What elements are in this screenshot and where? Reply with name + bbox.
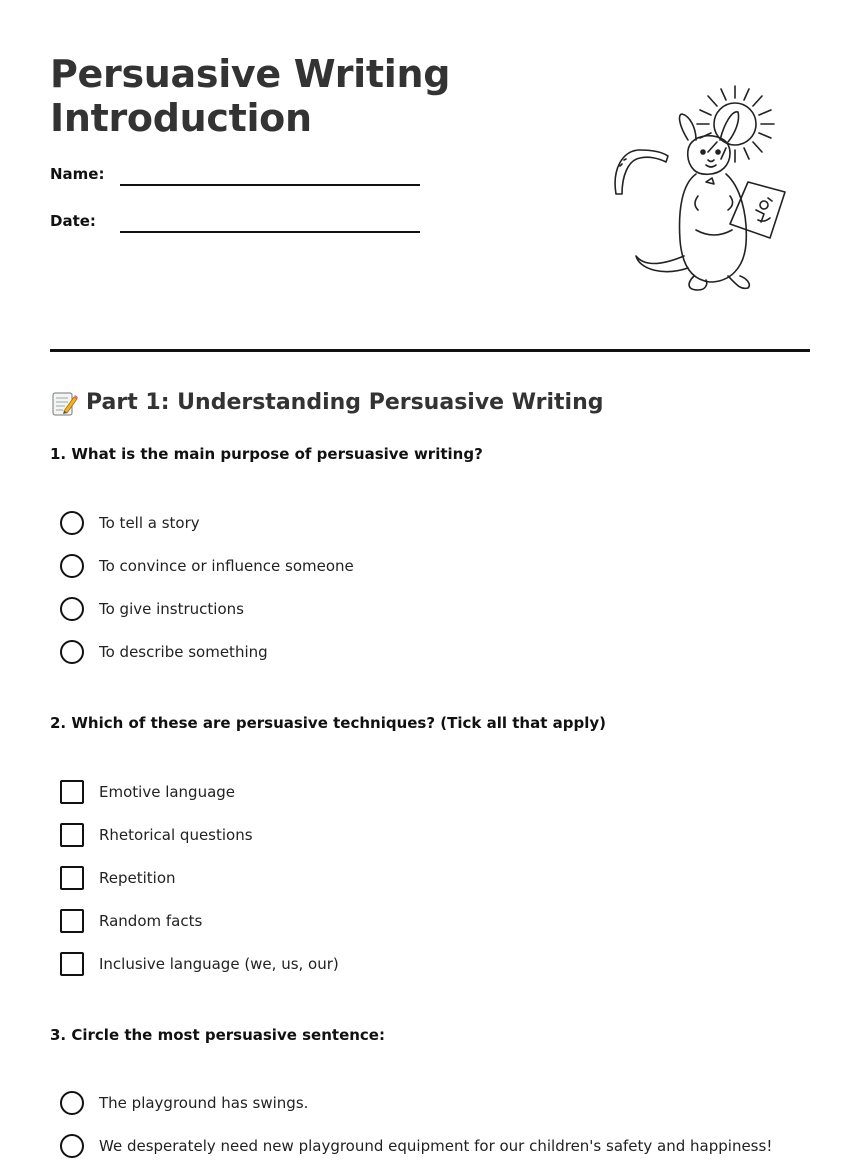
checkbox[interactable]	[60, 866, 84, 890]
sun-icon	[697, 86, 774, 162]
q2-option-4-label: Random facts	[99, 912, 203, 930]
q3-option-2[interactable]	[60, 1133, 772, 1159]
radio-button[interactable]	[60, 597, 84, 621]
q3-option-1-label: The playground has swings.	[99, 1094, 309, 1112]
date-line[interactable]	[120, 231, 420, 233]
section-divider	[50, 349, 810, 352]
q2-option-2[interactable]	[60, 822, 253, 848]
q2-option-5-label: Inclusive language (we, us, our)	[99, 955, 339, 973]
q1-option-2[interactable]	[60, 553, 354, 579]
q1-option-3[interactable]	[60, 596, 244, 622]
question-2: 2. Which of these are persuasive techniques? (Tick all that apply)	[50, 714, 606, 732]
q2-option-3[interactable]	[60, 865, 176, 891]
memo-icon	[50, 389, 78, 417]
boomerang-icon	[615, 150, 668, 194]
checkbox[interactable]	[60, 823, 84, 847]
radio-button[interactable]	[60, 1091, 84, 1115]
radio-button[interactable]	[60, 1134, 84, 1158]
radio-button[interactable]	[60, 511, 84, 535]
question-1: 1. What is the main purpose of persuasive writing?	[50, 445, 483, 463]
q2-option-1[interactable]	[60, 779, 235, 805]
q2-option-1-label: Emotive language	[99, 783, 236, 801]
checkbox[interactable]	[60, 780, 84, 804]
part1-title: Part 1: Understanding Persuasive Writing	[86, 390, 604, 415]
title-line-2: Introduction	[50, 96, 312, 140]
q1-option-4[interactable]	[60, 639, 268, 665]
worksheet-page	[50, 0, 810, 1161]
name-field[interactable]	[50, 165, 420, 189]
question-3: 3. Circle the most persuasive sentence:	[50, 1026, 385, 1044]
q2-option-2-label: Rhetorical questions	[99, 826, 253, 844]
q2-option-5[interactable]	[60, 951, 339, 977]
q3-option-2-label: We desperately need new playground equipment for our children's safety and happiness!	[99, 1137, 773, 1155]
kangaroo-illustration	[560, 80, 790, 295]
date-field[interactable]	[50, 212, 420, 236]
q1-option-3-label: To give instructions	[99, 600, 244, 618]
checkbox[interactable]	[60, 909, 84, 933]
q2-option-3-label: Repetition	[99, 869, 176, 887]
name-label: Name:	[50, 165, 105, 183]
radio-button[interactable]	[60, 640, 84, 664]
q1-option-4-label: To describe something	[99, 643, 268, 661]
worksheet-title	[50, 52, 450, 140]
q1-option-1-label: To tell a story	[99, 514, 200, 532]
checkbox[interactable]	[60, 952, 84, 976]
q1-option-1[interactable]	[60, 510, 200, 536]
radio-button[interactable]	[60, 554, 84, 578]
title-line-1: Persuasive Writing	[50, 52, 451, 96]
date-label: Date:	[50, 212, 96, 230]
q1-option-2-label: To convince or influence someone	[99, 557, 354, 575]
q3-option-1[interactable]	[60, 1090, 308, 1116]
q2-option-4[interactable]	[60, 908, 202, 934]
part1-heading	[50, 388, 603, 418]
name-line[interactable]	[120, 184, 420, 186]
